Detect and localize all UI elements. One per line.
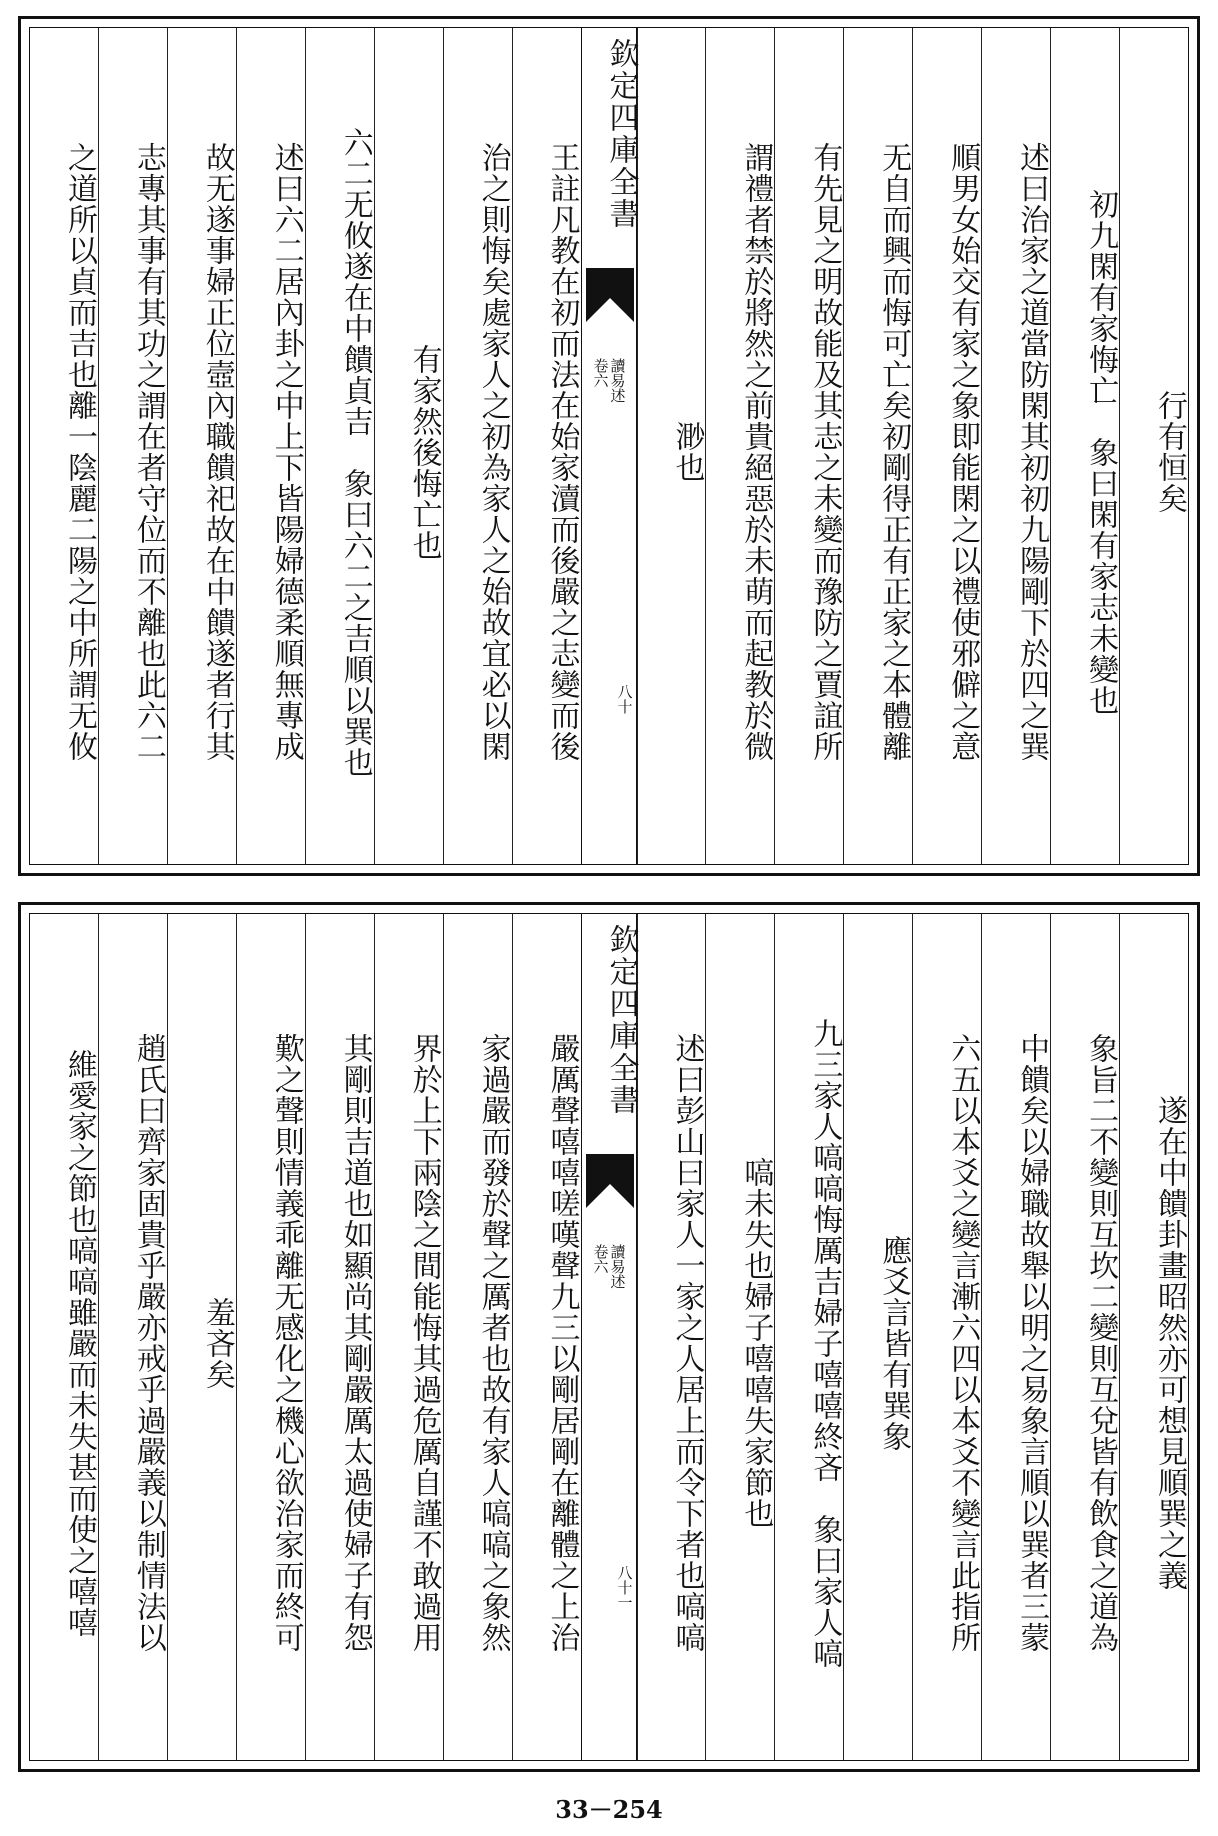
fishtail-mark-icon — [586, 1154, 634, 1208]
text-column: 治之則悔矣處家人之初為家人之始故宜必以閑 — [443, 28, 512, 864]
text-column: 象旨二不變則互坎二變則互兌皆有飲食之道為 — [1050, 914, 1119, 1760]
fishtail-mark-icon — [586, 268, 634, 322]
volume-label: 卷六 — [591, 1244, 610, 1274]
text-column: 述曰彭山曰家人一家之人居上而令下者也嗃嗃 — [637, 914, 706, 1760]
book-name: 讀易述 — [608, 358, 627, 403]
text-column: 家過嚴而發於聲之厲者也故有家人嗃嗃之象然 — [443, 914, 512, 1760]
text-column: 六二无攸遂在中饋貞吉 象曰六二之吉順以巽也 — [305, 28, 374, 864]
text-column: 遂在中饋卦畫昭然亦可想見順巽之義 — [1119, 914, 1188, 1760]
text-column: 有先見之明故能及其志之未變而豫防之賈誼所 — [774, 28, 843, 864]
text-column: 无自而興而悔可亡矣初剛得正有正家之本體離 — [843, 28, 912, 864]
text-column: 之道所以貞而吉也離一陰麗二陽之中所謂无攸 — [61, 142, 97, 762]
leaf-number: 八十一 — [615, 1565, 634, 1610]
center-fold-strip — [581, 28, 637, 864]
center-title: 欽定四庫全書 — [603, 924, 639, 1116]
text-column: 趙氏曰齊家固貴乎嚴亦戒乎過嚴義以制情法以 — [98, 914, 167, 1760]
bottom-page-frame — [29, 913, 1189, 1761]
text-column: 渺也 — [637, 28, 706, 864]
text-column: 界於上下兩陰之間能悔其過危厲自謹不敢過用 — [374, 914, 443, 1760]
footer-page-number: 33－254 — [555, 1795, 663, 1824]
text-column: 故无遂事婦正位壼內職饋祀故在中饋遂者行其 — [167, 28, 236, 864]
text-column: 志專其事有其功之謂在者守位而不離也此六二 — [98, 28, 167, 864]
text-column: 嚴厲聲嘻嘻嗟嘆聲九三以剛居剛在離體之上治 — [512, 914, 581, 1760]
center-fold-strip — [581, 914, 637, 1760]
text-column: 謂禮者禁於將然之前貴絕惡於未萌而起教於微 — [705, 28, 774, 864]
text-column: 九三家人嗃嗃悔厲吉婦子嘻嘻終吝 象曰家人嗃 — [774, 914, 843, 1760]
text-column: 行有恒矣 — [1119, 28, 1188, 864]
text-column: 有家然後悔亡也 — [374, 28, 443, 864]
text-column: 六五以本爻之變言漸六四以本爻不變言此指所 — [912, 914, 981, 1760]
text-column: 嗃未失也婦子嘻嘻失家節也 — [705, 914, 774, 1760]
center-subtitle — [582, 358, 636, 403]
top-page-frame — [29, 27, 1189, 865]
text-column: 其剛則吉道也如顯尚其剛嚴厲太過使婦子有怨 — [305, 914, 374, 1760]
text-column: 維愛家之節也嗃嗃雖嚴而未失甚而使之嘻嘻 — [61, 1048, 97, 1638]
text-column: 述曰治家之道當防閑其初初九陽剛下於四之巽 — [981, 28, 1050, 864]
leaf-number: 八十 — [615, 684, 634, 714]
text-column: 歎之聲則情義乖離无感化之機心欲治家而終可 — [236, 914, 305, 1760]
text-column: 順男女始交有家之象即能閑之以禮使邪僻之意 — [912, 28, 981, 864]
text-column: 初九閑有家悔亡 象曰閑有家志未變也 — [1050, 28, 1119, 864]
text-column: 應爻言皆有巽象 — [843, 914, 912, 1760]
center-subtitle — [582, 1244, 636, 1289]
volume-label: 卷六 — [591, 358, 610, 388]
book-name: 讀易述 — [608, 1244, 627, 1289]
text-column: 中饋矣以婦職故舉以明之易象言順以巽者三蒙 — [981, 914, 1050, 1760]
text-column: 述曰六二居內卦之中上下皆陽婦德柔順無專成 — [236, 28, 305, 864]
bottom-page — [18, 902, 1200, 1772]
center-title: 欽定四庫全書 — [603, 38, 639, 230]
text-column: 羞吝矣 — [167, 914, 236, 1760]
top-page — [18, 16, 1200, 876]
text-column: 王註凡教在初而法在始家瀆而後嚴之志變而後 — [512, 28, 581, 864]
